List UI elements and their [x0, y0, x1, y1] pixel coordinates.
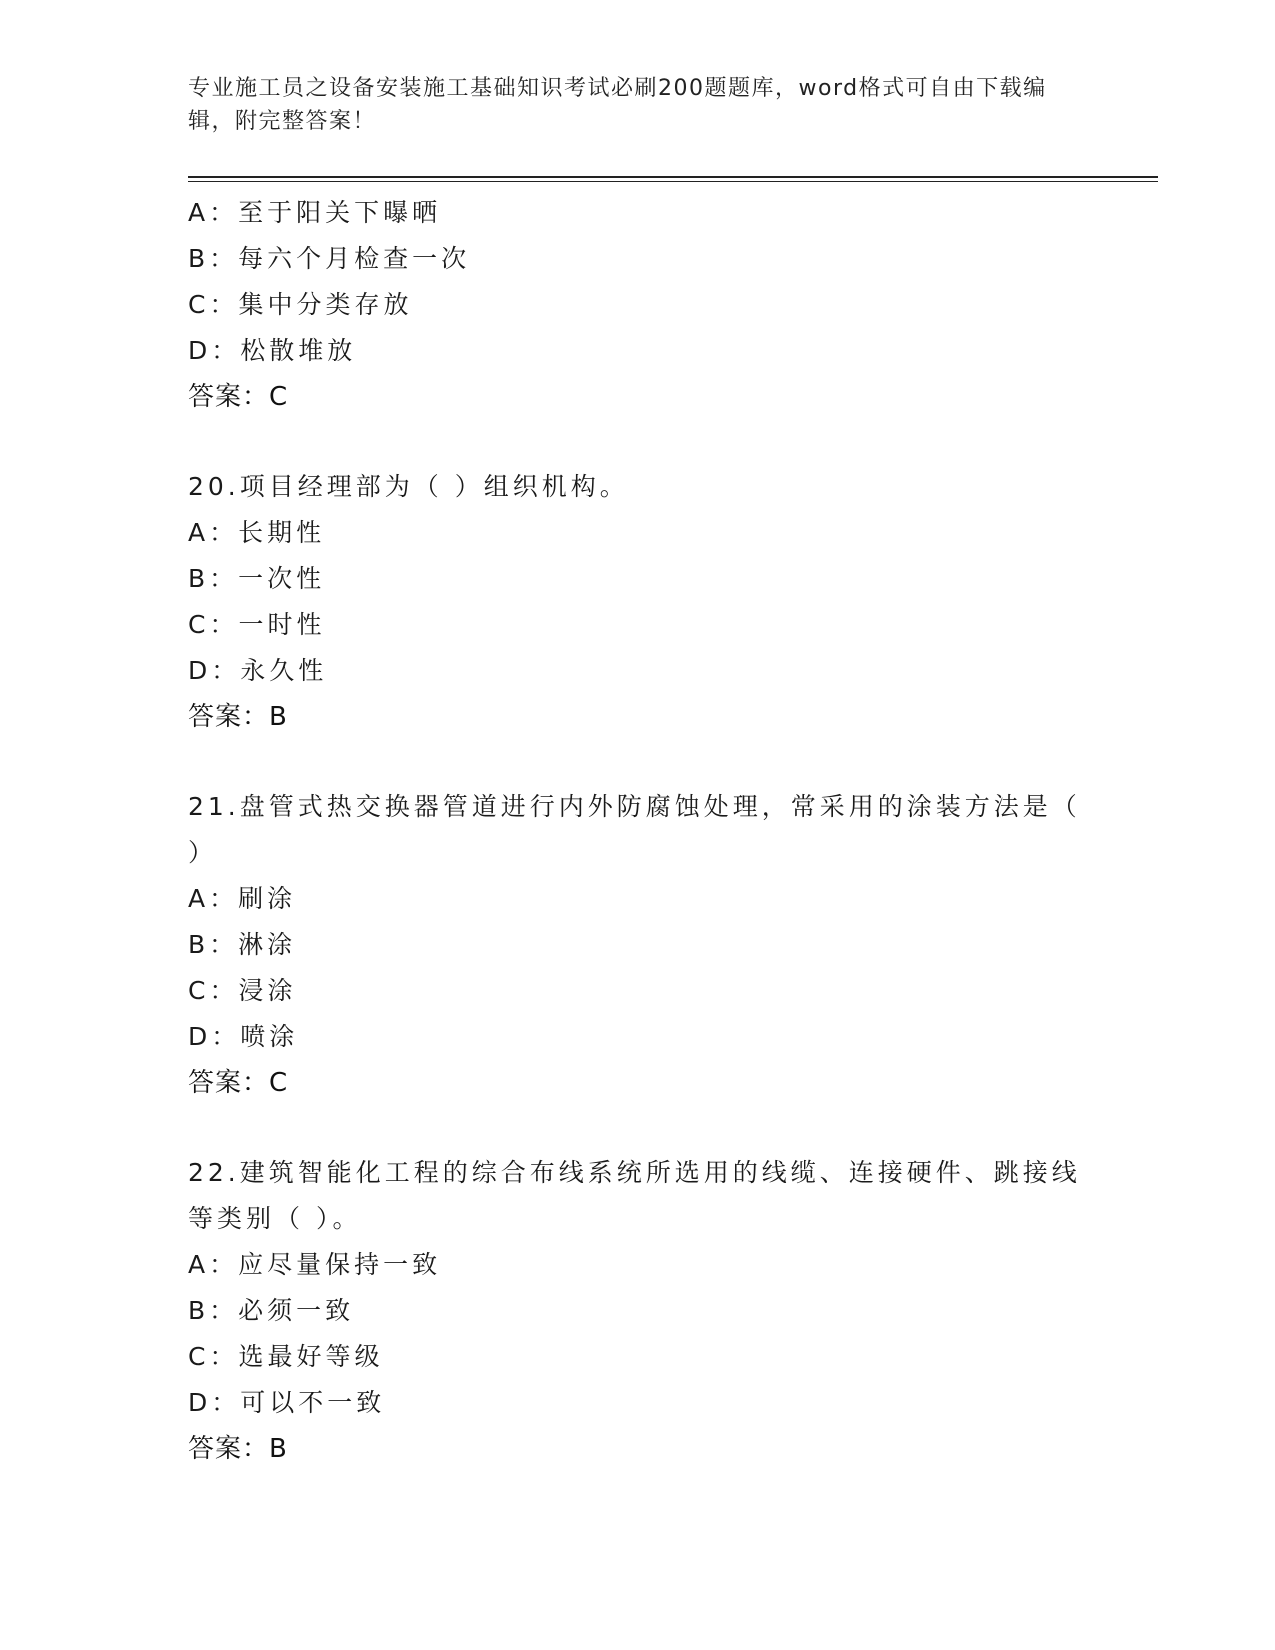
question-list [188, 190, 1088, 1472]
option-b: B：淋涂 [188, 930, 297, 959]
option-a: A：长期性 [188, 518, 326, 547]
document-title: 专业施工员之设备安装施工基础知识考试必刷200题题库，word格式可自由下载编辑，附完整答案！ [188, 76, 1047, 134]
header-divider [188, 176, 1158, 178]
option-d: D：喷涂 [188, 1022, 299, 1051]
answer-label: 答案：B [188, 1434, 288, 1464]
option-d: D：可以不一致 [188, 1388, 386, 1417]
option-a: A：至于阳关下曝晒 [188, 198, 442, 227]
question-text-line-2: 等类别（ ）。 [188, 1204, 362, 1233]
option-b: B：必须一致 [188, 1296, 355, 1325]
option-d: D：永久性 [188, 656, 328, 685]
option-a: A：刷涂 [188, 884, 297, 913]
answer-label: 答案：C [188, 1068, 289, 1098]
question-block-19 [188, 190, 1088, 420]
question-block-20 [188, 464, 1088, 740]
question-block-22 [188, 1150, 1088, 1472]
answer-label: 答案：C [188, 382, 289, 412]
option-c: C：选最好等级 [188, 1342, 384, 1371]
question-block-21 [188, 784, 1088, 1106]
option-b: B：每六个月检查一次 [188, 244, 471, 273]
header-divider-thin [188, 181, 1158, 182]
question-text: 20.项目经理部为（ ）组织机构。 [188, 472, 629, 501]
option-b: B：一次性 [188, 564, 326, 593]
option-a: A：应尽量保持一致 [188, 1250, 442, 1279]
option-d: D：松散堆放 [188, 336, 357, 365]
option-c: C：浸涂 [188, 976, 297, 1005]
spacer [188, 1106, 1088, 1150]
question-text-line-1: 21.盘管式热交换器管道进行内外防腐蚀处理，常采用的涂装方法是（ [188, 792, 1081, 821]
question-text-line-1: 22.建筑智能化工程的综合布线系统所选用的线缆、连接硬件、跳接线 [188, 1158, 1081, 1187]
question-text-line-2: ） [188, 838, 218, 867]
option-c: C：集中分类存放 [188, 290, 413, 319]
answer-label: 答案：B [188, 702, 288, 732]
spacer [188, 420, 1088, 464]
option-c: C：一时性 [188, 610, 326, 639]
spacer [188, 740, 1088, 784]
